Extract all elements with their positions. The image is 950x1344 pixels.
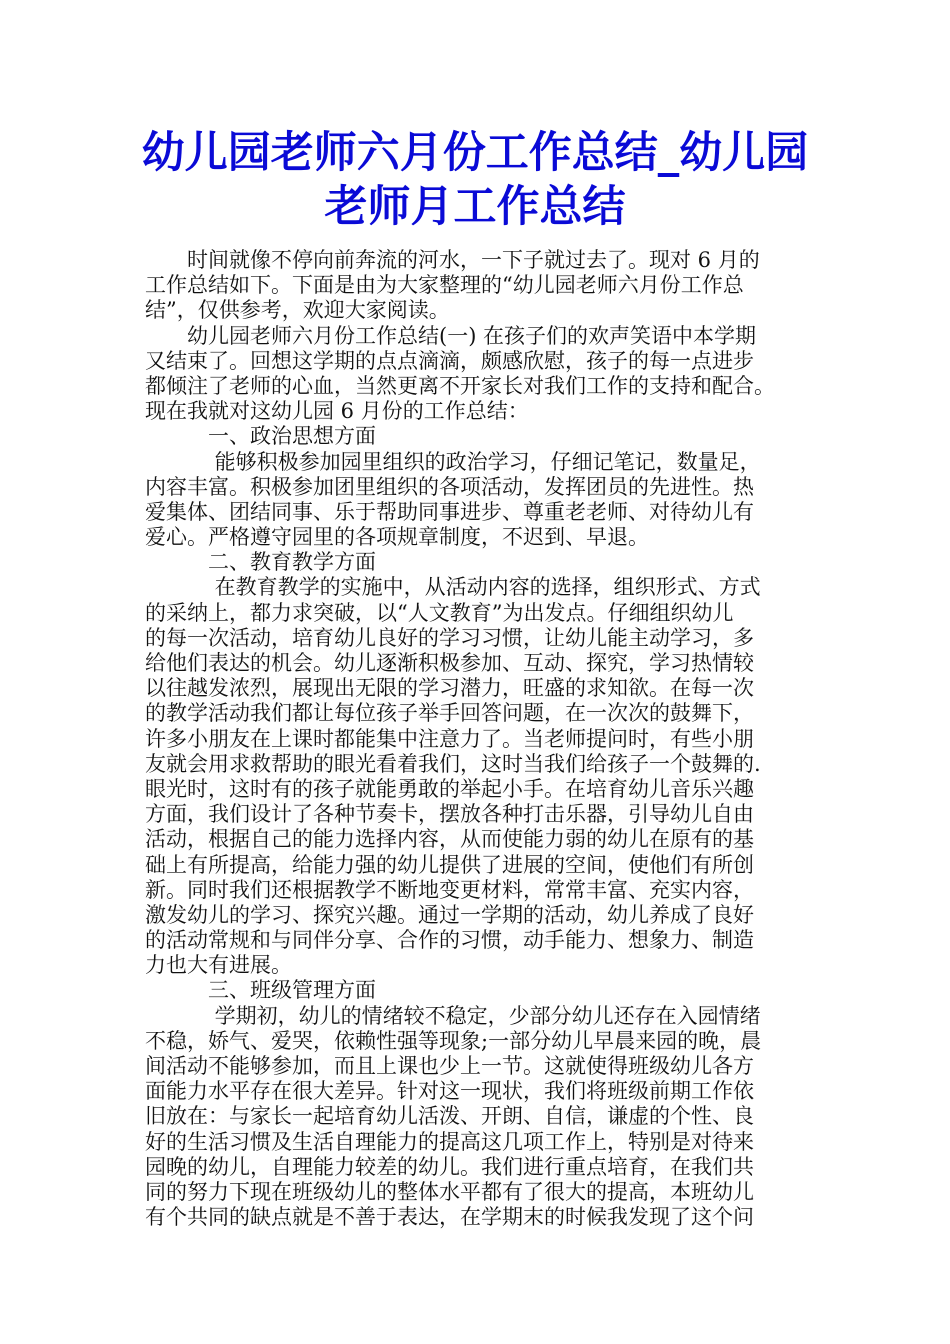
body-line: 好的生活习惯及生活自理能力的提高这几项工作上，特别是对待来	[145, 1129, 754, 1154]
body-line: 面能力水平存在很大差异。针对这一现状，我们将班级前期工作依	[145, 1079, 754, 1104]
body-line: 眼光时，这时有的孩子就能勇敢的举起小手。在培育幼儿音乐兴趣	[145, 776, 754, 801]
body-line: 间活动不能够参加，而且上课也少上一节。这就使得班级幼儿各方	[145, 1054, 754, 1078]
body-line: 三、班级管理方面	[145, 978, 376, 1003]
body-line: 激发幼儿的学习、探究兴趣。通过一学期的活动，幼儿养成了良好	[145, 902, 754, 927]
body-line: 友就会用求救帮助的眼光看着我们，这时当我们给孩子一个鼓舞的.	[145, 751, 761, 776]
body-line: 爱集体、团结同事、乐于帮助同事进步、尊重老老师、对待幼儿有	[145, 499, 754, 524]
body-line: 现在我就对这幼儿园 6 月份的工作总结：	[145, 399, 529, 424]
body-line: 活动，根据自己的能力选择内容，从而使能力弱的幼儿在原有的基	[145, 827, 754, 852]
body-line: 结”，仅供参考，欢迎大家阅读。	[145, 298, 450, 323]
body-line: 许多小朋友在上课时都能集中注意力了。当老师提问时，有些小朋	[145, 726, 754, 751]
body-line: 不稳，娇气、爱哭，依赖性强等现象;一部分幼儿早晨来园的晚，晨	[145, 1028, 762, 1053]
body-line: 以往越发浓烈，展现出无限的学习潜力，旺盛的求知欲。在每一次	[145, 676, 754, 701]
body-line: 能够积极参加园里组织的政治学习，仔细记笔记，数量足，	[145, 449, 761, 474]
body-line: 有个共同的缺点就是不善于表达，在学期末的时候我发现了这个问	[145, 1205, 754, 1230]
document-body	[145, 248, 815, 1230]
body-line: 二、教育教学方面	[145, 550, 376, 575]
body-line: 旧放在：与家长一起培育幼儿活泼、开朗、自信，谦虚的个性、良	[145, 1104, 754, 1129]
title-line: 幼儿园老师六月份工作总结_幼儿园	[141, 128, 809, 178]
body-line: 幼儿园老师六月份工作总结(一) 在孩子们的欢声笑语中本学期	[145, 323, 757, 348]
body-line: 力也大有进展。	[145, 953, 292, 978]
body-line: 时间就像不停向前奔流的河水，一下子就过去了。现对 6 月的	[145, 248, 760, 272]
body-line: 新。同时我们还根据教学不断地变更材料，常常丰富、充实内容，	[145, 877, 754, 902]
body-line: 园晚的幼儿，自理能力较差的幼儿。我们进行重点培育，在我们共	[145, 1154, 754, 1179]
body-line: 础上有所提高，给能力强的幼儿提供了进展的空间，使他们有所创	[145, 852, 754, 877]
body-line: 爱心。严格遵守园里的各项规章制度，不迟到、早退。	[145, 525, 649, 550]
body-line: 学期初，幼儿的情绪较不稳定，少部分幼儿还存在入园情绪	[145, 1003, 761, 1028]
body-line: 都倾注了老师的心血，当然更离不开家长对我们工作的支持和配合。	[145, 373, 775, 398]
body-line: 内容丰富。积极参加团里组织的各项活动，发挥团员的先进性。热	[145, 474, 754, 499]
body-line: 的每一次活动，培育幼儿良好的学习习惯，让幼儿能主动学习，多	[145, 625, 754, 650]
body-line: 方面，我们设计了各种节奏卡，摆放各种打击乐器，引导幼儿自由	[145, 802, 754, 827]
body-line: 一、政治思想方面	[145, 424, 376, 449]
body-line: 的活动常规和与同伴分享、合作的习惯，动手能力、想象力、制造	[145, 928, 754, 953]
body-line: 给他们表达的机会。幼儿逐渐积极参加、互动、探究，学习热情较	[145, 651, 754, 675]
body-line: 在教育教学的实施中，从活动内容的选择，组织形式、方式	[145, 575, 761, 600]
body-line: 同的努力下现在班级幼儿的整体水平都有了很大的提高，本班幼儿	[145, 1179, 754, 1204]
body-line: 又结束了。回想这学期的点点滴滴，颇感欣慰，孩子的每一点进步	[145, 348, 754, 373]
title-line: 老师月工作总结	[324, 182, 626, 232]
body-line: 的采纳上，都力求突破，以“人文教育”为出发点。仔细组织幼儿	[145, 600, 734, 625]
body-line: 的教学活动我们都让每位孩子举手回答问题，在一次次的鼓舞下，	[145, 701, 754, 726]
document-title	[100, 126, 850, 234]
body-line: 工作总结如下。下面是由为大家整理的“幼儿园老师六月份工作总	[145, 273, 744, 298]
